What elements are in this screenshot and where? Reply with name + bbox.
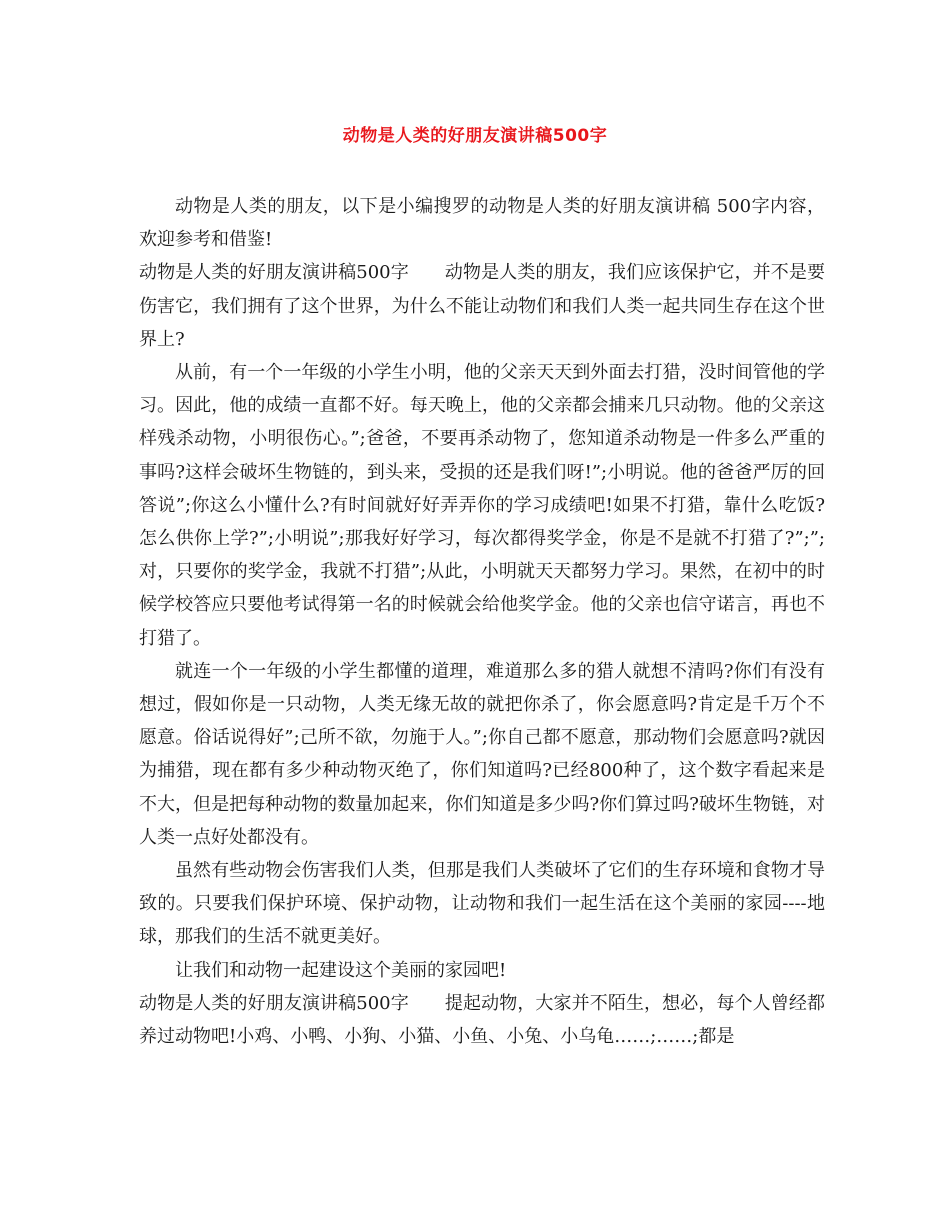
- paragraph-1: [139, 256, 825, 356]
- paragraph-4: 虽然有些动物会伤害我们人类，但那是我们人类破坏了它们的生存环境和食物才导致的。只要我们保护环境、保护动物，让动物和我们一起生活在这个美丽的家园----地球，那我们的生活不就更美好。: [139, 860, 825, 948]
- paragraph-intro: 动物是人类的朋友，以下是小编搜罗的动物是人类的好朋友演讲稿 500字内容，欢迎参考和借鉴!: [139, 196, 825, 251]
- paragraph-6-heading: 动物是人类的好朋友演讲稿500字: [139, 992, 409, 1014]
- paragraph-2: 从前，有一个一年级的小学生小明，他的父亲天天到外面去打猎，没时间管他的学习。因此，他的成绩一直都不好。每天晚上，他的父亲都会捕来几只动物。他的父亲这样残杀动物，小明很伤心。”;爸爸，不要再杀动物了，您知道杀动物是一件多么严重的事吗?这样会破坏生物链的，到头来，受损的还是我们呀!”;小明说。他的爸爸严厉的回答说”;你这么小懂什么?有时间就好好弄弄你的学习成绩吧!如果不打猎，靠什么吃饭?怎么供你上学?”;小明说”;那我好好学习，每次都得奖学金，你是不是就不打猎了?”;”;对，只要你的奖学金，我就不打猎”;从此，小明就天天都努力学习。果然，在初中的时候学校答应只要他考试得第一名的时候就会给他奖学金。他的父亲也信守诺言，再也不打猎了。: [139, 362, 825, 649]
- paragraph-6: [139, 987, 825, 1053]
- document-body: [139, 190, 825, 1053]
- paragraph-6-text: 提起动物，大家并不陌生，想必，每个人曾经都养过动物吧!小鸡、小鸭、小狗、小猫、小鱼、小兔、小乌龟……;……;都是: [139, 992, 825, 1048]
- paragraph-1-heading: 动物是人类的好朋友演讲稿500字: [139, 262, 409, 284]
- document-title: 动物是人类的好朋友演讲稿500字: [342, 126, 608, 146]
- paragraph-1-text: 动物是人类的朋友，我们应该保护它，并不是要伤害它，我们拥有了这个世界，为什么不能让动物们和我们人类一起共同生存在这个世界上?: [139, 262, 825, 350]
- paragraph-5: 让我们和动物一起建设这个美丽的家园吧!: [175, 959, 507, 981]
- paragraph-3: 就连一个一年级的小学生都懂的道理，难道那么多的猎人就想不清吗?你们有没有想过，假如你是一只动物，人类无缘无故的就把你杀了，你会愿意吗?肯定是千万个不愿意。俗话说得好”;己所不欲，勿施于人。”;你自己都不愿意，那动物们会愿意吗?就因为捕猎，现在都有多少种动物灭绝了，你们知道吗?已经800种了，这个数字看起来是不大，但是把每种动物的数量加起来，你们知道是多少吗?你们算过吗?破坏生物链，对人类一点好处都没有。: [139, 660, 825, 848]
